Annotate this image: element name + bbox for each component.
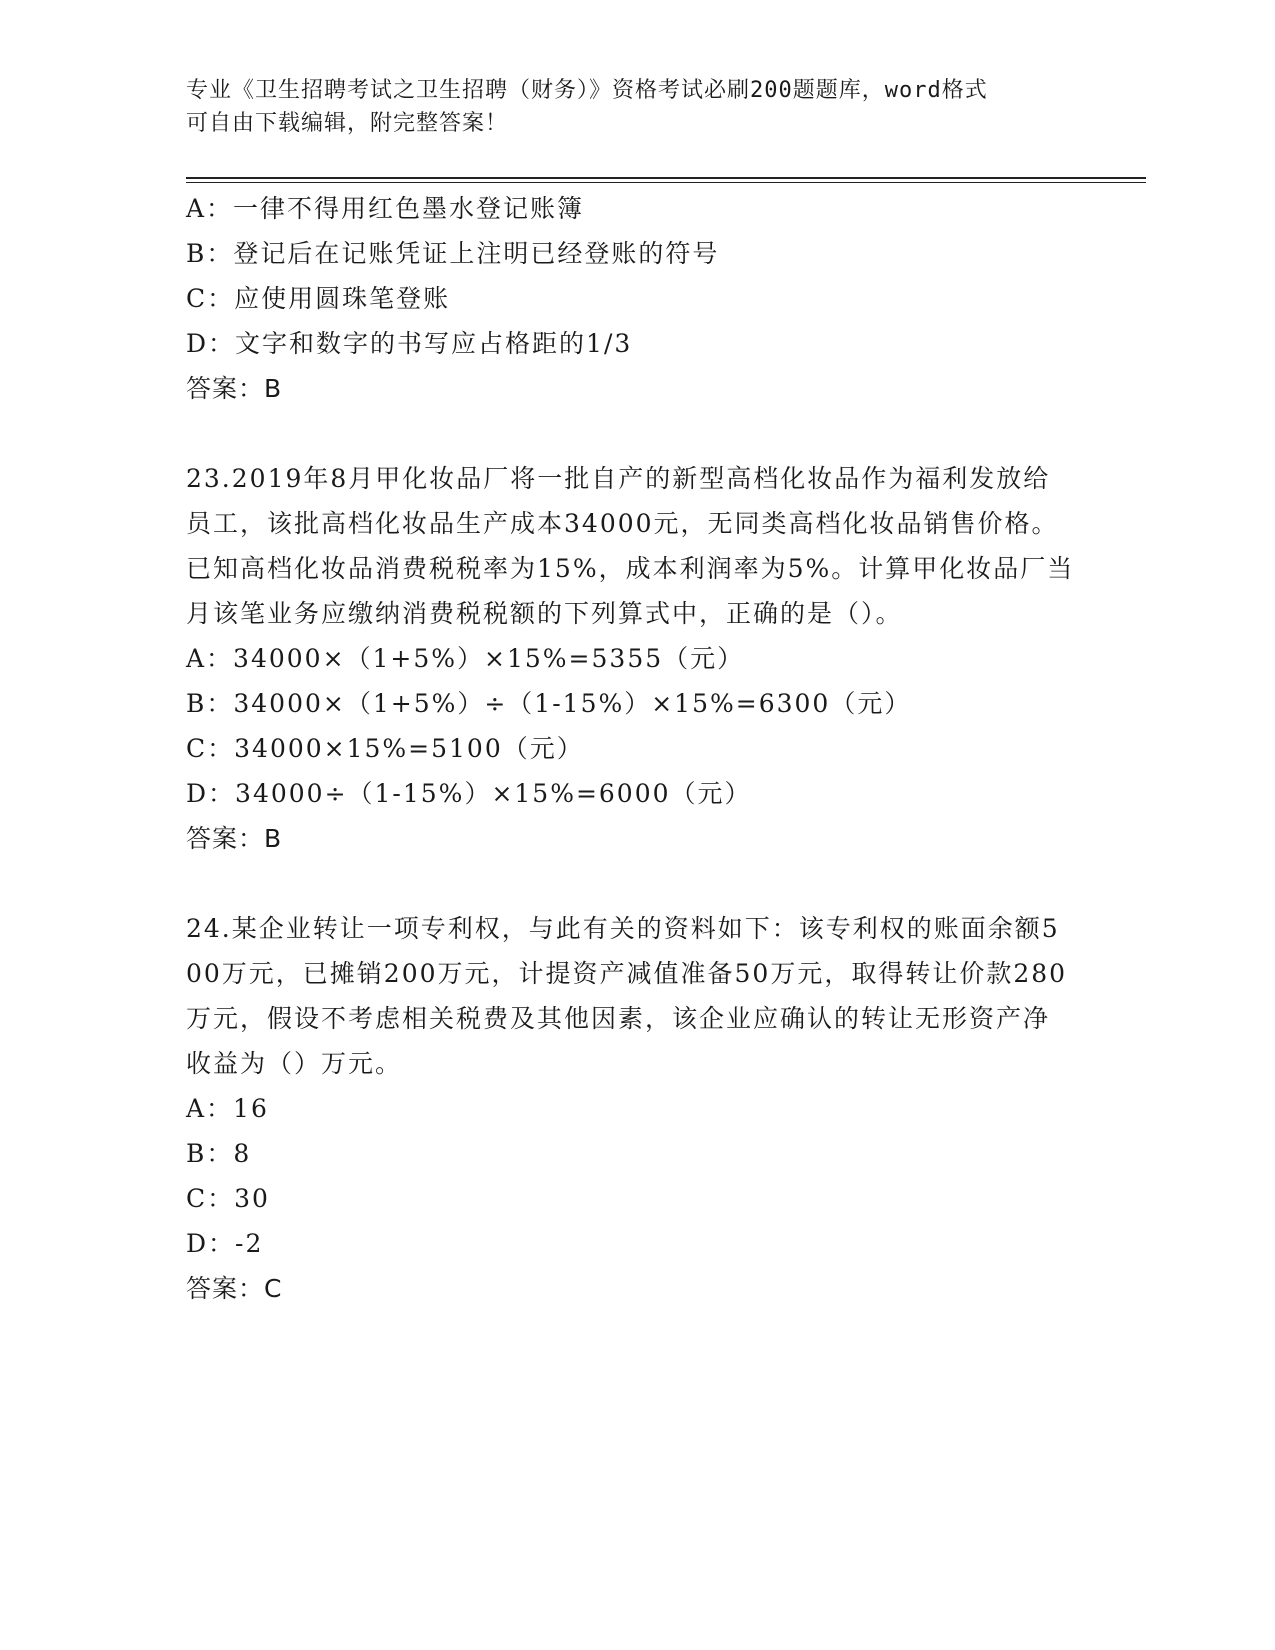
q23-option-a: A：34000×（1+5%）×15%=5355（元）	[186, 644, 745, 673]
document-header	[186, 74, 1066, 140]
q22-option-c: C：应使用圆珠笔登账	[186, 284, 451, 313]
q24-option-c: C：30	[186, 1184, 270, 1213]
q23-option-d: D：34000÷（1-15%）×15%=6000（元）	[186, 779, 752, 808]
q22-option-d: D：文字和数字的书写应占格距的1/3	[186, 329, 633, 358]
q23-option-b: B：34000×（1+5%）÷（1-15%）×15%=6300（元）	[186, 689, 912, 718]
header-rule-thin	[186, 182, 1146, 183]
q23-option-c: C：34000×15%=5100（元）	[186, 734, 584, 763]
q22-option-b: B：登记后在记账凭证上注明已经登账的符号	[186, 239, 720, 268]
q24-stem: 24.某企业转让一项专利权，与此有关的资料如下：该专利权的账面余额500万元，已摊销200万元，计提资产减值准备50万元，取得转让价款280万元，假设不考虑相关税费及其他因素，该企业应确认的转让无形资产净收益为（）万元。	[186, 914, 1068, 1078]
spacer	[186, 861, 1086, 906]
question-content	[186, 186, 1086, 1311]
spacer	[186, 411, 1086, 456]
q23-answer: 答案：B	[186, 824, 283, 853]
question-22	[186, 186, 1086, 411]
q22-answer: 答案：B	[186, 374, 283, 403]
header-line-1: 专业《卫生招聘考试之卫生招聘（财务）》资格考试必刷200题题库，word格式	[186, 78, 988, 103]
q22-option-a: A：一律不得用红色墨水登记账簿	[186, 194, 585, 223]
q23-stem: 23.2019年8月甲化妆品厂将一批自产的新型高档化妆品作为福利发放给员工，该批高档化妆品生产成本34000元，无同类高档化妆品销售价格。已知高档化妆品消费税税率为15%，成本利润率为5%。计算甲化妆品厂当月该笔业务应缴纳消费税税额的下列算式中，正确的是（）。	[186, 464, 1075, 628]
question-23	[186, 456, 1086, 861]
q24-option-b: B：8	[186, 1139, 252, 1168]
question-24	[186, 906, 1086, 1311]
q24-answer: 答案：C	[186, 1274, 283, 1303]
header-line-2: 可自由下载编辑，附完整答案！	[186, 111, 509, 136]
q24-option-d: D：-2	[186, 1229, 264, 1258]
header-rule-thick	[186, 177, 1146, 179]
q24-option-a: A：16	[186, 1094, 269, 1123]
